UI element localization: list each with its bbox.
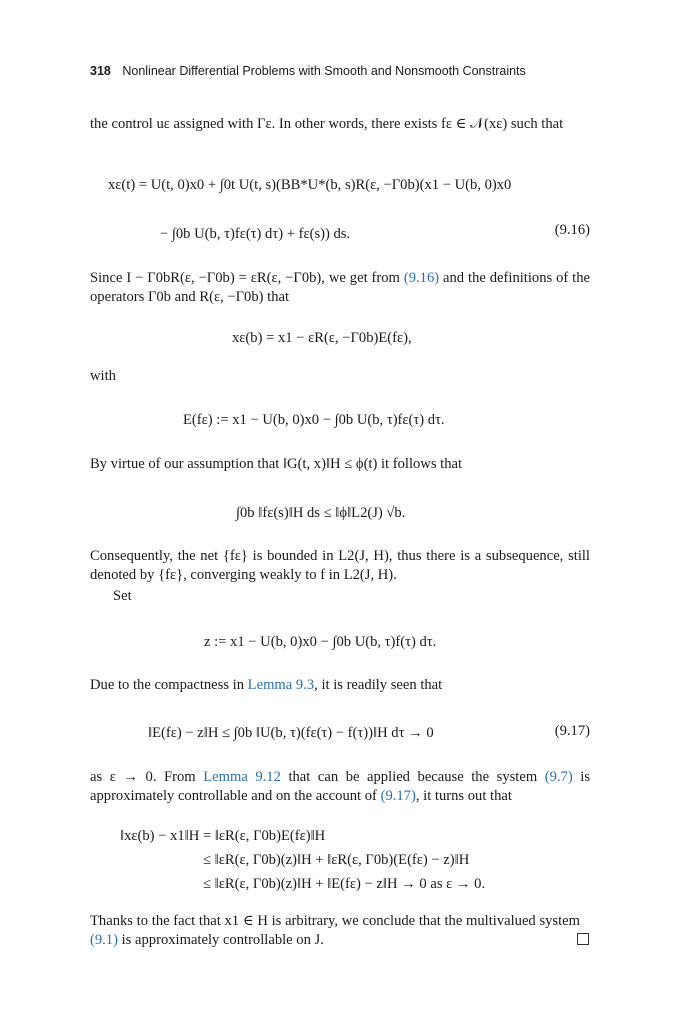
- paragraph-as-epsilon: [90, 768, 590, 806]
- eq-ref-9-17-link[interactable]: (9.17): [380, 788, 416, 804]
- paragraph-as-epsilon-text-a: as ε → 0. From: [90, 769, 196, 785]
- equation-number-9-17: (9.17): [554, 723, 590, 739]
- eq-ref-9-16-link[interactable]: (9.16): [403, 270, 440, 286]
- paragraph-since-text-a: Since I − Γ0bR(ε, −Γ0b) = εR(ε, −Γ0b), we get from: [90, 270, 400, 286]
- equation-z-def: z := x1 − U(b, 0)x0 − ∫0b U(b, τ)f(τ) dτ.: [204, 634, 437, 650]
- eq-ref-9-1-link[interactable]: (9.1): [90, 932, 118, 948]
- paragraph-thanks-text-a: Thanks to the fact that x1 ∈ H is arbitrary, we conclude that the multivalued system: [90, 913, 580, 929]
- equation-final-line3: ≤ ‖εR(ε, Γ0b)(z)‖H + ‖E(fε) − z‖H → 0 as ε → 0.: [203, 876, 486, 892]
- paragraph-consequently: Consequently, the net {fε} is bounded in L2(J, H), thus there is a subsequence, still denoted by {fε}, converging weakly to f in L2(J, H).: [90, 548, 590, 583]
- lemma-9-3-link[interactable]: Lemma 9.3: [247, 677, 315, 693]
- paragraph-as-epsilon-text-b: that can be applied because the system: [288, 769, 538, 785]
- word-with: with: [90, 368, 116, 384]
- paragraph-as-epsilon-text-d: , it turns out that: [415, 788, 512, 804]
- paragraph-compactness-text-b: , it is readily seen that: [314, 677, 443, 693]
- paragraph-virtue: By virtue of our assumption that ‖G(t, x)‖H ≤ ϕ(t) it follows that: [90, 456, 463, 472]
- equation-xb: xε(b) = x1 − εR(ε, −Γ0b)E(fε),: [232, 330, 412, 346]
- equation-number-9-16: (9.16): [554, 222, 590, 238]
- equation-bound: ∫0b ‖fε(s)‖H ds ≤ ‖ϕ‖L2(J) √b.: [236, 505, 406, 521]
- equation-9-16-line1: xε(t) = U(t, 0)x0 + ∫0t U(t, s)(BB*U*(b, s)R(ε, −Γ0b)(x1 − U(b, 0)x0: [108, 177, 512, 193]
- qed-box-icon: [577, 933, 589, 945]
- eq-ref-9-7-link[interactable]: (9.7): [544, 769, 573, 785]
- equation-final-line2: ≤ ‖εR(ε, Γ0b)(z)‖H + ‖εR(ε, Γ0b)(E(fε) − z)‖H: [203, 852, 470, 868]
- paragraph-since: [90, 269, 590, 307]
- page-number: 318: [90, 64, 111, 78]
- paragraph-thanks: [90, 912, 580, 950]
- paragraph-thanks-text-b: is approximately controllable on J.: [121, 932, 324, 948]
- equation-E-def: E(fε) := x1 − U(b, 0)x0 − ∫0b U(b, τ)fε(τ) dτ.: [183, 412, 445, 428]
- paragraph-compactness: [90, 676, 590, 695]
- paragraph-since-text-b: and the definitions of the operators Γ0b and R(ε, −Γ0b) that: [90, 270, 591, 305]
- equation-final-line1: ‖xε(b) − x1‖H = ‖εR(ε, Γ0b)E(fε)‖H: [120, 828, 326, 844]
- word-set: Set: [113, 588, 132, 604]
- equation-9-17: ‖E(fε) − z‖H ≤ ∫0b ‖U(b, τ)(fε(τ) − f(τ))‖H dτ → 0: [148, 725, 434, 741]
- paragraph-compactness-text-a: Due to the compactness in: [90, 677, 245, 693]
- paragraph-control: the control uε assigned with Γε. In other words, there exists fε ∈ 𝒩(xε) such that: [90, 116, 564, 132]
- equation-9-16-line2: − ∫0b U(b, τ)fε(τ) dτ) + fε(s)) ds.: [160, 226, 351, 242]
- running-header: [90, 64, 590, 78]
- lemma-9-12-link[interactable]: Lemma 9.12: [203, 769, 281, 785]
- paragraph-as-epsilon-text-c: is approximately controllable and on the account of: [90, 769, 591, 804]
- running-title: Nonlinear Differential Problems with Smooth and Nonsmooth Constraints: [122, 64, 526, 78]
